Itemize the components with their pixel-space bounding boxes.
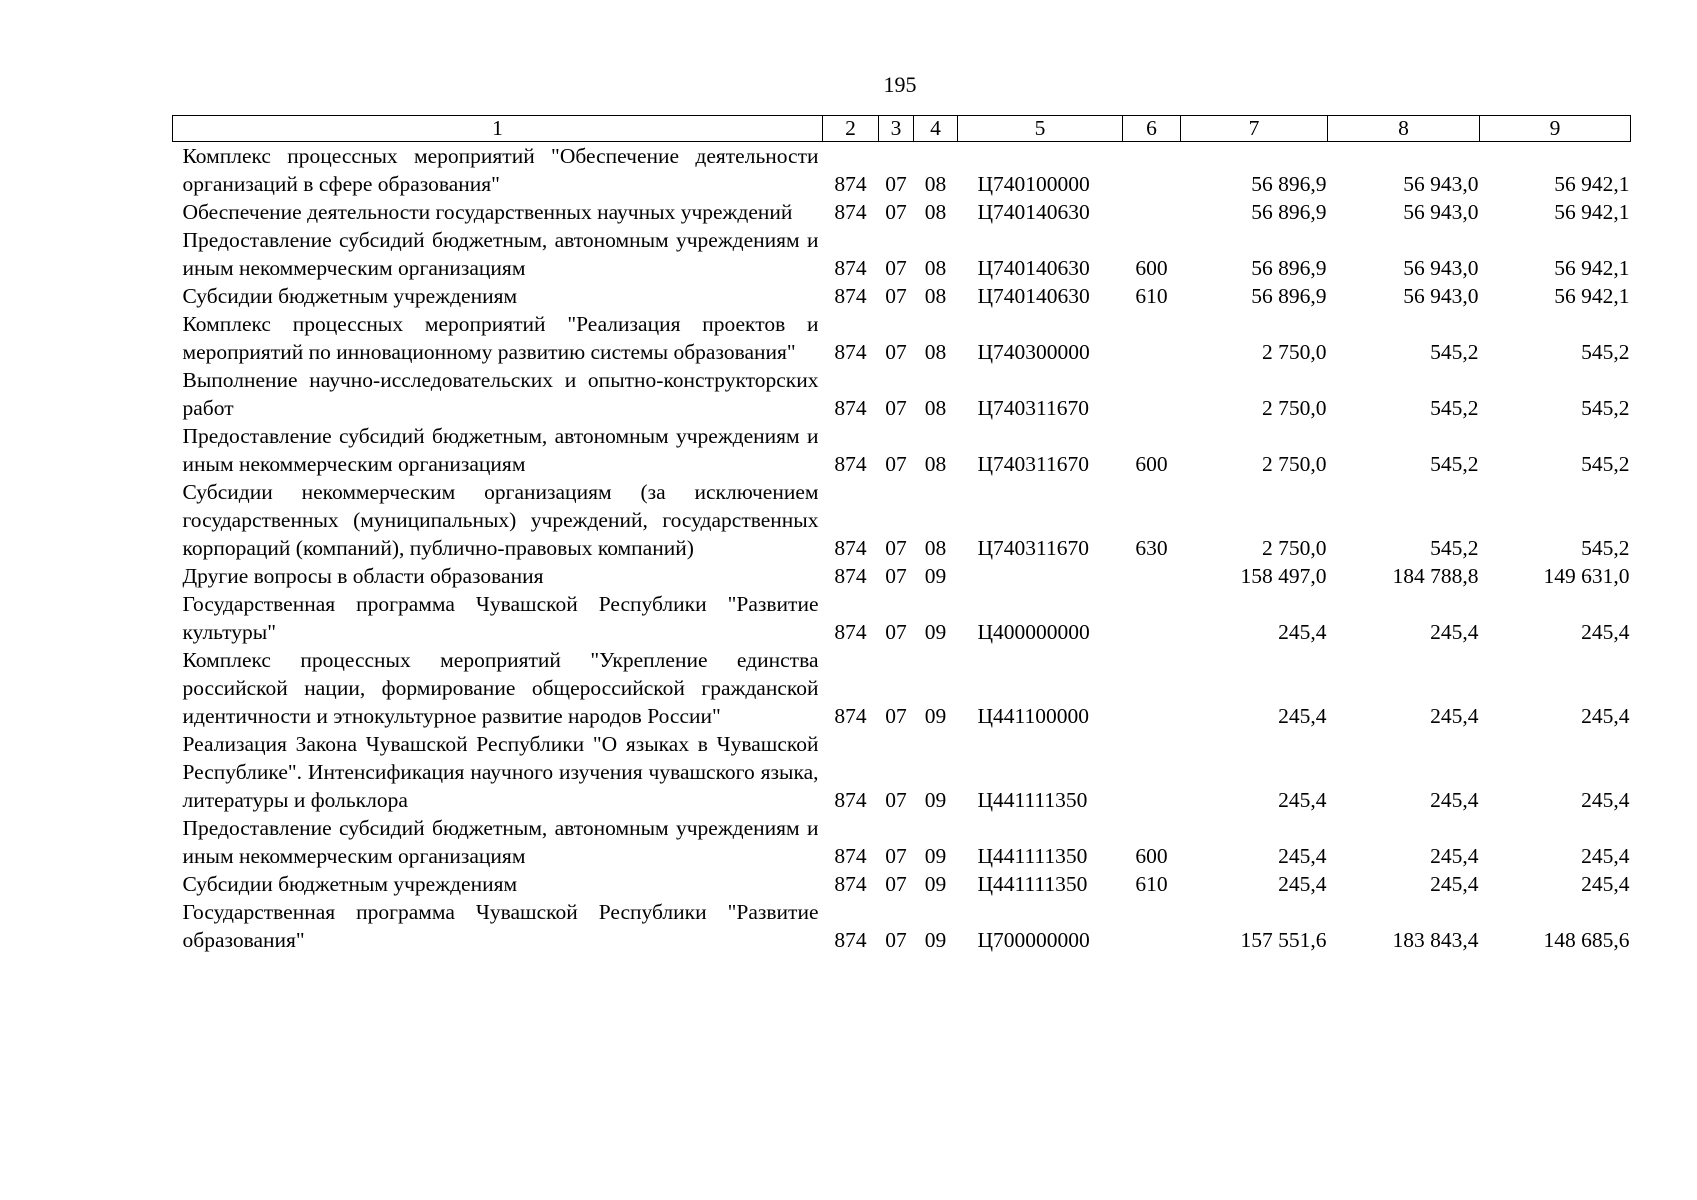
amount-col-9: 545,2 xyxy=(1581,396,1630,420)
ministry-code: 874 xyxy=(834,284,867,308)
section-code: 07 xyxy=(885,704,907,728)
table-row xyxy=(173,646,1631,730)
table-row xyxy=(173,142,1631,199)
amount-col-8: 245,4 xyxy=(1430,844,1479,868)
target-article-code: Ц400000000 xyxy=(977,620,1090,644)
section-code: 07 xyxy=(885,396,907,420)
section-code: 07 xyxy=(885,452,907,476)
table-row xyxy=(173,870,1631,898)
budget-table-container xyxy=(172,115,1630,954)
target-article-code: Ц441111350 xyxy=(977,788,1088,812)
amount-col-7: 56 896,9 xyxy=(1251,284,1327,308)
amount-col-7: 2 750,0 xyxy=(1262,396,1327,420)
amount-col-8: 184 788,8 xyxy=(1392,564,1479,588)
amount-col-8: 545,2 xyxy=(1430,340,1479,364)
amount-col-8: 245,4 xyxy=(1430,872,1479,896)
amount-col-9: 545,2 xyxy=(1581,536,1630,560)
subsection-code: 09 xyxy=(924,620,947,644)
amount-col-8: 56 943,0 xyxy=(1403,200,1479,224)
target-article-code: Ц740300000 xyxy=(977,340,1090,364)
row-description: Предоставление субсидий бюджетным, автономным учреждениям и иным некоммерческим организациям xyxy=(182,228,819,280)
row-description: Выполнение научно-исследовательских и опытно-конструкторских работ xyxy=(182,368,819,420)
expense-type-code: 600 xyxy=(1135,844,1168,868)
table-row xyxy=(173,366,1631,422)
amount-col-9: 148 685,6 xyxy=(1543,928,1630,952)
section-code: 07 xyxy=(885,564,907,588)
amount-col-9: 56 942,1 xyxy=(1554,256,1630,280)
subsection-code: 08 xyxy=(924,396,947,420)
header-cell-6: 6 xyxy=(1123,116,1181,142)
row-description: Субсидии бюджетным учреждениям xyxy=(182,872,518,896)
table-body xyxy=(173,142,1631,955)
expense-type-code: 610 xyxy=(1135,284,1168,308)
amount-col-7: 2 750,0 xyxy=(1262,452,1327,476)
table-row xyxy=(173,478,1631,562)
amount-col-7: 245,4 xyxy=(1278,704,1327,728)
row-description: Предоставление субсидий бюджетным, автономным учреждениям и иным некоммерческим организациям xyxy=(182,424,819,476)
column-number-header xyxy=(173,116,1631,142)
amount-col-9: 56 942,1 xyxy=(1554,172,1630,196)
amount-col-7: 157 551,6 xyxy=(1240,928,1327,952)
amount-col-9: 56 942,1 xyxy=(1554,284,1630,308)
expense-type-code xyxy=(1123,142,1181,199)
ministry-code: 874 xyxy=(834,200,867,224)
amount-col-8: 545,2 xyxy=(1430,452,1479,476)
amount-col-9: 245,4 xyxy=(1581,704,1630,728)
target-article-code: Ц441100000 xyxy=(977,704,1089,728)
section-code: 07 xyxy=(885,620,907,644)
ministry-code: 874 xyxy=(834,172,867,196)
amount-col-9: 245,4 xyxy=(1581,788,1630,812)
table-row xyxy=(173,198,1631,226)
ministry-code: 874 xyxy=(834,928,867,952)
ministry-code: 874 xyxy=(834,844,867,868)
expense-type-code xyxy=(1123,198,1181,226)
header-cell-2: 2 xyxy=(823,116,879,142)
target-article-code: Ц740140630 xyxy=(977,256,1090,280)
header-cell-8: 8 xyxy=(1328,116,1480,142)
amount-col-8: 183 843,4 xyxy=(1392,928,1479,952)
subsection-code: 08 xyxy=(924,284,947,308)
amount-col-7: 56 896,9 xyxy=(1251,256,1327,280)
ministry-code: 874 xyxy=(834,396,867,420)
table-row xyxy=(173,730,1631,814)
section-code: 07 xyxy=(885,844,907,868)
subsection-code: 09 xyxy=(924,788,947,812)
subsection-code: 09 xyxy=(924,704,947,728)
section-code: 07 xyxy=(885,536,907,560)
expense-type-code: 600 xyxy=(1135,452,1168,476)
amount-col-7: 245,4 xyxy=(1278,620,1327,644)
ministry-code: 874 xyxy=(834,340,867,364)
subsection-code: 08 xyxy=(924,200,947,224)
ministry-code: 874 xyxy=(834,564,867,588)
header-cell-1: 1 xyxy=(173,116,823,142)
table-row xyxy=(173,590,1631,646)
table-row xyxy=(173,282,1631,310)
subsection-code: 09 xyxy=(924,928,947,952)
target-article-code: Ц740311670 xyxy=(977,452,1089,476)
row-description: Обеспечение деятельности государственных научных учреждений xyxy=(182,200,793,224)
expense-type-code xyxy=(1123,898,1181,954)
amount-col-7: 245,4 xyxy=(1278,788,1327,812)
row-description: Другие вопросы в области образования xyxy=(182,564,544,588)
row-description: Комплекс процессных мероприятий "Обеспечение деятельности организаций в сфере образования" xyxy=(182,144,819,196)
amount-col-8: 56 943,0 xyxy=(1403,284,1479,308)
table-row xyxy=(173,814,1631,870)
target-article-code: Ц700000000 xyxy=(977,928,1090,952)
target-article-code: Ц441111350 xyxy=(977,844,1088,868)
subsection-code: 08 xyxy=(924,536,947,560)
row-description: Предоставление субсидий бюджетным, автономным учреждениям и иным некоммерческим организациям xyxy=(182,816,819,868)
expense-type-code xyxy=(1123,730,1181,814)
ministry-code: 874 xyxy=(834,872,867,896)
row-description: Субсидии бюджетным учреждениям xyxy=(182,284,518,308)
expense-type-code xyxy=(1123,590,1181,646)
subsection-code: 08 xyxy=(924,452,947,476)
amount-col-9: 545,2 xyxy=(1581,340,1630,364)
subsection-code: 09 xyxy=(924,872,947,896)
amount-col-9: 245,4 xyxy=(1581,872,1630,896)
row-description: Реализация Закона Чувашской Республики "О языках в Чувашской Республике". Интенсификация научного изучения чувашского языка, литературы и фольклора xyxy=(182,732,819,812)
amount-col-7: 245,4 xyxy=(1278,844,1327,868)
budget-table xyxy=(172,115,1631,954)
table-row xyxy=(173,310,1631,366)
ministry-code: 874 xyxy=(834,620,867,644)
expense-type-code: 630 xyxy=(1135,536,1168,560)
subsection-code: 08 xyxy=(924,340,947,364)
target-article-code: Ц441111350 xyxy=(977,872,1088,896)
ministry-code: 874 xyxy=(834,704,867,728)
section-code: 07 xyxy=(885,340,907,364)
amount-col-9: 245,4 xyxy=(1581,620,1630,644)
amount-col-9: 56 942,1 xyxy=(1554,200,1630,224)
subsection-code: 09 xyxy=(924,844,947,868)
target-article-code: Ц740311670 xyxy=(977,396,1089,420)
expense-type-code xyxy=(1123,562,1181,590)
amount-col-8: 245,4 xyxy=(1430,704,1479,728)
target-article-code: Ц740311670 xyxy=(977,536,1089,560)
amount-col-9: 245,4 xyxy=(1581,844,1630,868)
header-cell-9: 9 xyxy=(1480,116,1631,142)
amount-col-8: 545,2 xyxy=(1430,536,1479,560)
row-description: Комплекс процессных мероприятий "Укрепление единства российской нации, формирование общероссийской гражданской идентичности и этнокультурное развитие народов России" xyxy=(182,648,819,728)
ministry-code: 874 xyxy=(834,452,867,476)
table-row xyxy=(173,898,1631,954)
subsection-code: 08 xyxy=(924,256,947,280)
subsection-code: 08 xyxy=(924,172,947,196)
expense-type-code: 610 xyxy=(1135,872,1168,896)
row-description: Субсидии некоммерческим организациям (за исключением государственных (муниципальных) учреждений, государственных корпораций (компаний), публично-правовых компаний) xyxy=(182,480,819,560)
amount-col-8: 545,2 xyxy=(1430,396,1479,420)
expense-type-code xyxy=(1123,310,1181,366)
amount-col-7: 158 497,0 xyxy=(1240,564,1327,588)
target-article-code: Ц740100000 xyxy=(977,172,1090,196)
amount-col-9: 149 631,0 xyxy=(1543,564,1630,588)
amount-col-7: 2 750,0 xyxy=(1262,536,1327,560)
section-code: 07 xyxy=(885,788,907,812)
amount-col-9: 545,2 xyxy=(1581,452,1630,476)
header-cell-3: 3 xyxy=(879,116,914,142)
section-code: 07 xyxy=(885,256,907,280)
amount-col-7: 56 896,9 xyxy=(1251,172,1327,196)
row-description: Комплекс процессных мероприятий "Реализация проектов и мероприятий по инновационному развитию системы образования" xyxy=(182,312,819,364)
section-code: 07 xyxy=(885,872,907,896)
header-cell-7: 7 xyxy=(1181,116,1328,142)
amount-col-8: 245,4 xyxy=(1430,788,1479,812)
header-cell-5: 5 xyxy=(958,116,1123,142)
page-number: 195 xyxy=(883,72,917,97)
row-description: Государственная программа Чувашской Республики "Развитие образования" xyxy=(182,900,819,952)
row-description: Государственная программа Чувашской Республики "Развитие культуры" xyxy=(182,592,819,644)
header-row xyxy=(173,116,1631,142)
amount-col-8: 245,4 xyxy=(1430,620,1479,644)
table-row xyxy=(173,226,1631,282)
amount-col-7: 245,4 xyxy=(1278,872,1327,896)
expense-type-code xyxy=(1123,366,1181,422)
ministry-code: 874 xyxy=(834,256,867,280)
subsection-code: 09 xyxy=(924,564,947,588)
amount-col-8: 56 943,0 xyxy=(1403,172,1479,196)
section-code: 07 xyxy=(885,284,907,308)
target-article-code: Ц740140630 xyxy=(977,284,1090,308)
section-code: 07 xyxy=(885,200,907,224)
amount-col-7: 2 750,0 xyxy=(1262,340,1327,364)
header-cell-4: 4 xyxy=(914,116,958,142)
ministry-code: 874 xyxy=(834,536,867,560)
table-row xyxy=(173,422,1631,478)
target-article-code xyxy=(958,562,1123,590)
expense-type-code xyxy=(1123,646,1181,730)
ministry-code: 874 xyxy=(834,788,867,812)
amount-col-7: 56 896,9 xyxy=(1251,200,1327,224)
table-row xyxy=(173,562,1631,590)
section-code: 07 xyxy=(885,928,907,952)
target-article-code: Ц740140630 xyxy=(977,200,1090,224)
expense-type-code: 600 xyxy=(1135,256,1168,280)
section-code: 07 xyxy=(885,172,907,196)
amount-col-8: 56 943,0 xyxy=(1403,256,1479,280)
